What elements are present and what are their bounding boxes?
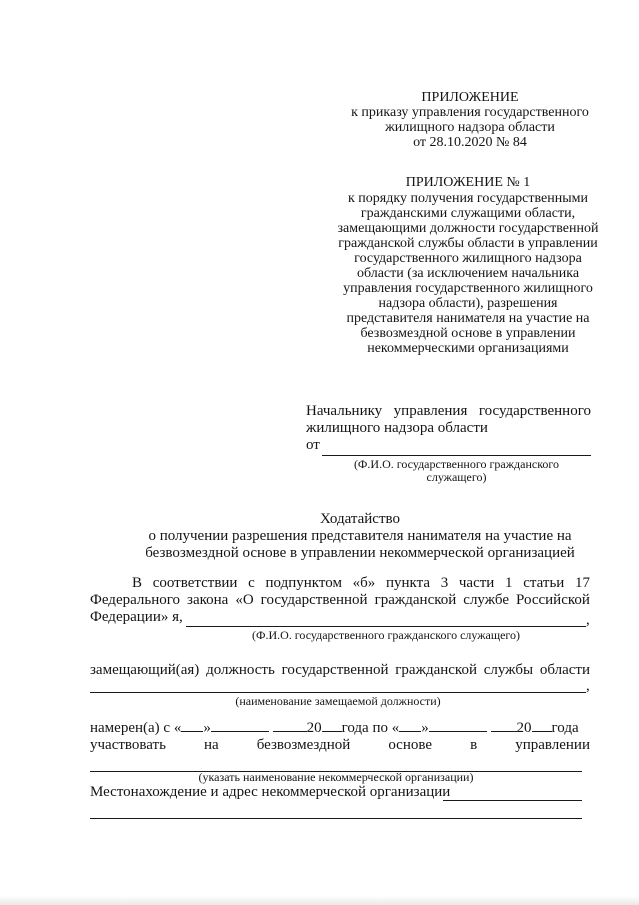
position-blank[interactable] [90, 692, 586, 693]
end-year-prefix-blank[interactable] [491, 719, 517, 732]
fio-blank[interactable] [186, 626, 586, 627]
appendix-line: государственного жилищного надзора [354, 251, 582, 266]
appendix-line: области (за исключением начальника [356, 266, 580, 281]
addressee-line-1: Начальнику управления государственного [306, 403, 591, 419]
appendix-line: некоммерческими организациями [367, 341, 569, 356]
addressee-line-2: жилищного надзора области [306, 420, 488, 436]
body-p3-line-2: участвовать на безвозмездной основе в управлении [90, 737, 590, 753]
start-year-blank[interactable] [322, 719, 342, 732]
attachment-line: от 28.10.2020 № 84 [413, 135, 527, 150]
appendix-line: замещающими должности государственной [337, 221, 599, 236]
appendix-line: надзора области), разрешения [378, 296, 558, 311]
appendix-line: к порядку получения государственными [348, 191, 588, 206]
position-comma: , [586, 678, 590, 694]
addressee-from-label: от [306, 437, 320, 453]
appendix-heading: ПРИЛОЖЕНИЕ № 1 [405, 175, 531, 190]
appendix-line: гражданскими служащими области, [360, 206, 576, 221]
end-year-blank[interactable] [532, 719, 552, 732]
addressee-fio-blank[interactable] [322, 455, 591, 456]
appendix-line: безвозмездной основе в управлении [360, 326, 576, 341]
attachment-heading: ПРИЛОЖЕНИЕ [421, 90, 519, 105]
petition-subtitle-1: о получении разрешения представителя нанимателя на участие на [148, 528, 572, 544]
scan-edge [0, 896, 639, 905]
body-p1-line-1: В соответствии с подпунктом «б» пункта 3 части 1 статьи 17 [132, 575, 590, 591]
location-blank-2[interactable] [90, 818, 582, 819]
appendix-line: управления государственного жилищного [343, 281, 593, 296]
fio-comma: , [586, 612, 590, 628]
organization-caption: (указать наименование некоммерческой организации) [198, 770, 474, 784]
dates-line: намерен(а) с « » 20 года по « » 20 года [90, 720, 579, 736]
attachment-block [350, 90, 590, 150]
body-p1-line-3: Федерации» я, [90, 609, 183, 625]
appendix-line: гражданской службы области в управлении [338, 236, 598, 251]
position-caption: (наименование замещаемой должности) [235, 694, 441, 708]
location-label: Местонахождение и адрес некоммерческой организации [90, 784, 451, 800]
body-p1-line-2: Федерального закона «О государственной гражданской службе Российской [90, 592, 590, 608]
body-p2-line-1: замещающий(ая) должность государственной гражданской службы области [90, 662, 590, 678]
location-blank-1[interactable] [443, 800, 582, 801]
petition-subtitle-2: безвозмездной основе в управлении некоммерческой организацией [145, 545, 575, 561]
end-month-blank[interactable] [429, 719, 487, 732]
end-day-blank[interactable] [399, 719, 421, 732]
appendix-line: представителя нанимателя на участие на [346, 311, 590, 326]
start-day-blank[interactable] [181, 719, 203, 732]
attachment-line: жилищного надзора области [385, 120, 555, 135]
petition-title: Ходатайство [320, 511, 400, 527]
fio-caption: (Ф.И.О. государственного гражданского служащего) [251, 628, 521, 642]
start-year-prefix-blank[interactable] [273, 719, 307, 732]
attachment-line: к приказу управления государственного [351, 105, 589, 120]
start-month-blank[interactable] [211, 719, 269, 732]
addressee-caption: (Ф.И.О. государственного гражданского служащего) [353, 457, 560, 484]
appendix-block [328, 175, 608, 356]
